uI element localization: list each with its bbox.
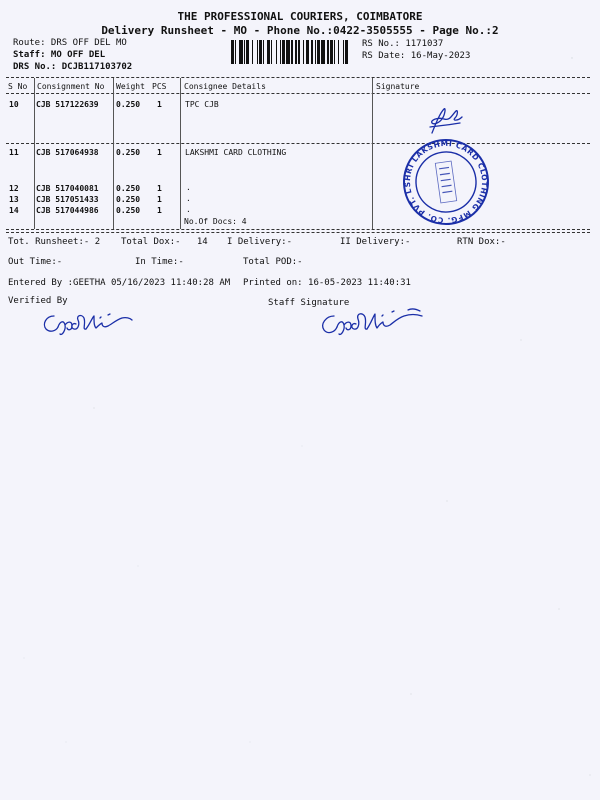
row-consignee: . [186,183,191,192]
row-sno: 11 [9,148,19,157]
row-pcs: 1 [157,184,162,193]
row-consignment: CJB 517040081 [36,184,99,193]
rs-date: RS Date: 16-May-2023 [362,51,471,61]
tot-runsheet: Tot. Runsheet:- 2 [8,237,101,247]
row-consignee: . [186,194,191,203]
printed-on: Printed on: 16-05-2023 11:40:31 [243,278,411,288]
stamp-text: SHRI LAKSHMI CARD CLOTHING MFG. CO. PVT. LTD. [402,138,490,226]
total-pod: Total POD:- [243,257,303,267]
row-sno: 12 [9,184,19,193]
row-pcs: 1 [157,148,162,157]
row-consignment: CJB 517044986 [36,206,99,215]
out-time: Out Time:- [8,257,63,267]
i-delivery: I Delivery:- [227,237,293,247]
verified-by-label: Verified By [8,296,68,306]
col-header-weight: Weight [116,82,145,91]
row-weight: 0.250 [116,206,141,215]
in-time: In Time:- [135,257,184,267]
row-pcs: 1 [157,195,162,204]
row-pcs: 1 [157,206,162,215]
row-consignee: TPC CJB [185,100,219,109]
row-consignee: . [186,205,191,214]
row-consignment: CJB 517051433 [36,195,99,204]
col-header-pcs: PCS [152,82,167,91]
row-sno: 14 [9,206,19,215]
row-consignment: CJB 517122639 [36,100,99,109]
row-weight: 0.250 [116,195,141,204]
col-header-consignment: Consignment No [37,82,105,91]
col-header-consignee: Consignee Details [184,82,266,91]
rs-number: RS No.: 1171037 [362,39,444,49]
col-header-sno: S No [8,82,28,91]
row-weight: 0.250 [116,100,141,109]
row-sno: 13 [9,195,19,204]
row-consignee: LAKSHMI CARD CLOTHING [185,148,287,157]
row-weight: 0.250 [116,148,141,157]
row-pcs: 1 [157,100,162,109]
row-weight: 0.250 [116,184,141,193]
staff-signature-label: Staff Signature [268,298,350,308]
runsheet-subtitle: Delivery Runsheet - MO - Phone No.:0422-3505555 - Page No.:2 [101,24,499,37]
drs-number: DRS No.: DCJB117103702 [13,62,133,72]
company-title: THE PROFESSIONAL COURIERS, COIMBATORE [177,10,423,23]
total-dox: Total Dox:- 14 [121,237,208,247]
ii-delivery: II Delivery:- [340,237,411,247]
staff-label: Staff: MO OFF DEL [13,50,106,60]
row-consignment: CJB 517064938 [36,148,99,157]
rtn-dox: RTN Dox:- [457,237,506,247]
row-sno: 10 [9,100,19,109]
route-label: Route: DRS OFF DEL MO [13,38,127,48]
no-of-docs: No.Of Docs: 4 [184,217,247,226]
entered-by: Entered By :GEETHA 05/16/2023 11:40:28 AM [8,278,231,288]
col-header-signature: Signature [376,82,420,91]
